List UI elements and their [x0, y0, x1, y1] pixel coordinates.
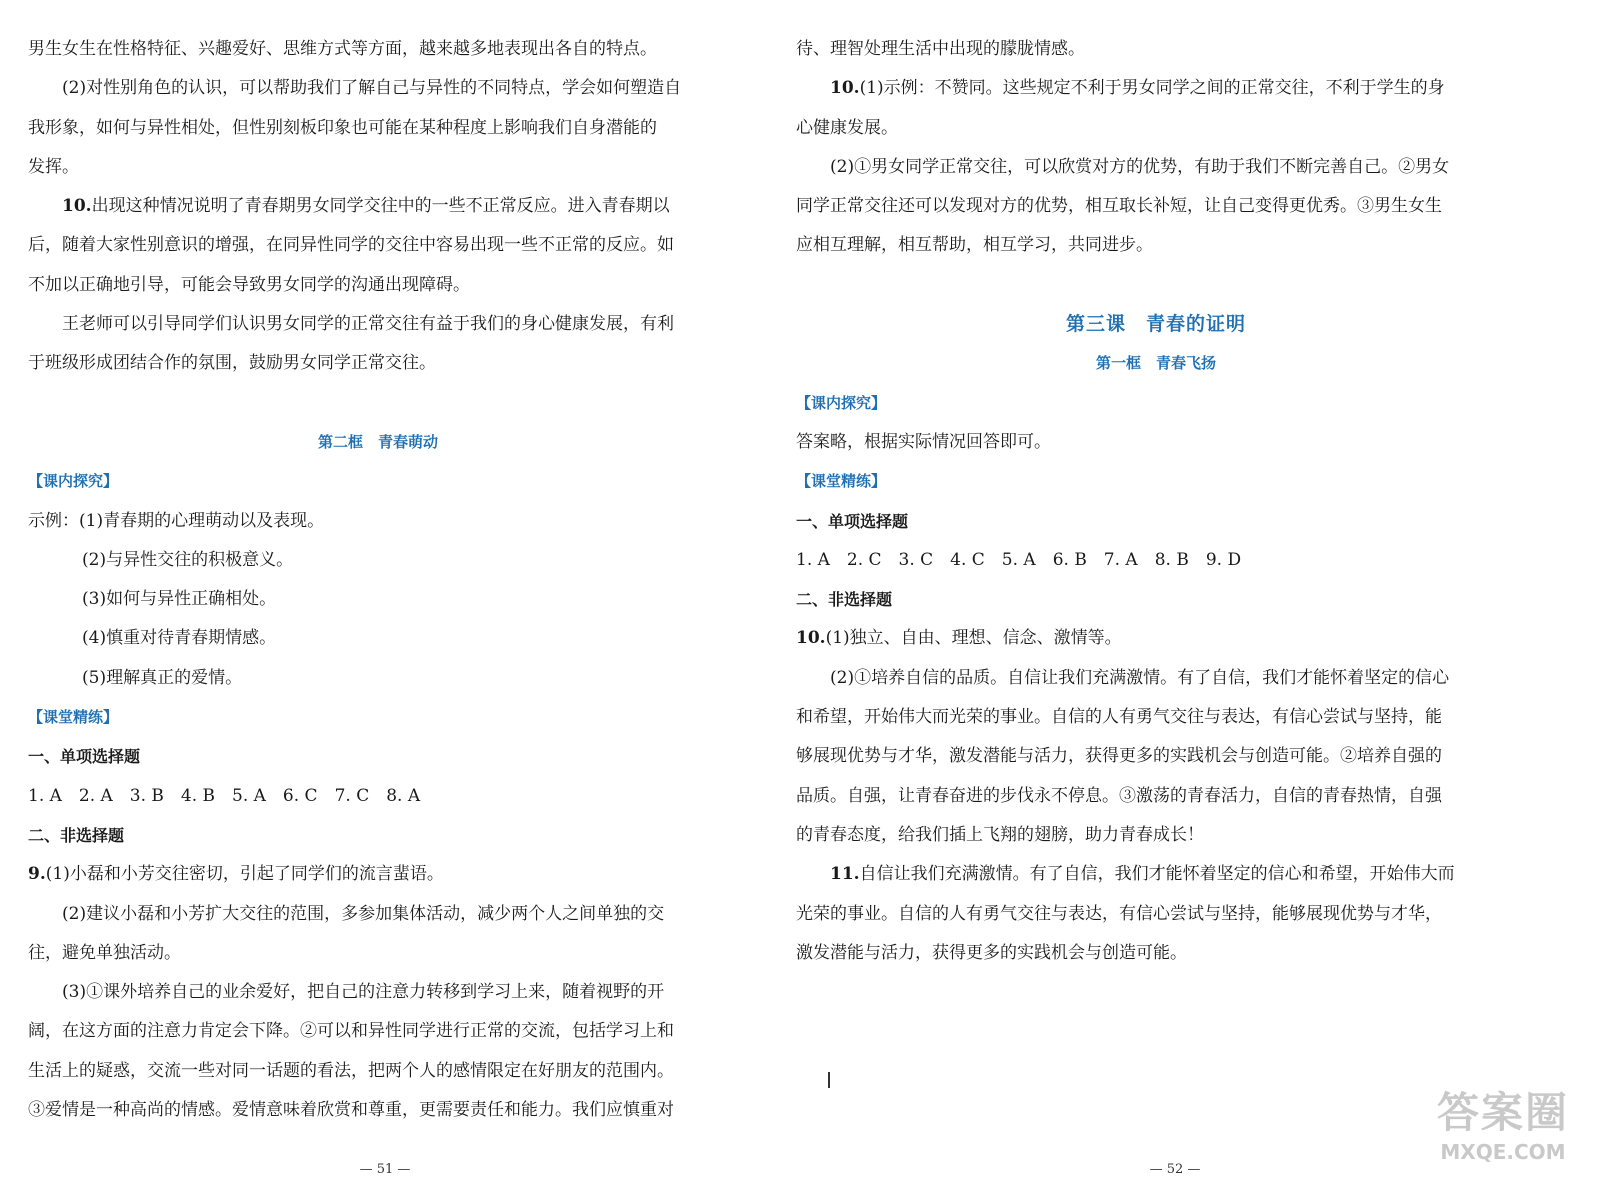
paragraph-line: (2)①男女同学正常交往，可以欣赏对方的优势，有助于我们不断完善自己。②男女 — [830, 156, 1450, 177]
question-number: 10. — [62, 196, 92, 217]
paragraph-line: 阔，在这方面的注意力肯定会下降。②可以和异性同学进行正常的交流，包括学习上和 — [28, 1021, 674, 1042]
paragraph-line: 我形象，如何与异性相处，但性别刻板印象也可能在某种程度上影响我们自身潜能的 — [28, 117, 657, 138]
choice-answers: 1. A 2. C 3. C 4. C 5. A 6. B 7. A 8. B 9. D — [796, 549, 1242, 570]
left-page — [0, 0, 790, 1185]
section-heading-nonchoice: 二、非选择题 — [28, 825, 125, 845]
paragraph-line — [796, 855, 1516, 894]
section-heading-choice: 一、单项选择题 — [28, 747, 141, 767]
section-heading-choice: 一、单项选择题 — [796, 511, 909, 531]
right-page-content — [796, 30, 1516, 973]
paragraph-line: (2)对性别角色的认识，可以帮助我们了解自己与异性的不同特点，学会如何塑造自 — [62, 78, 682, 99]
question-number: 11. — [830, 864, 860, 885]
paragraph-line: ③爱情是一种高尚的情感。爱情意味着欣赏和尊重，更需要责任和能力。我们应慎重对 — [28, 1100, 674, 1121]
paragraph-line: 男生女生在性格特征、兴趣爱好、思维方式等方面，越来越多地表现出各自的特点。 — [28, 39, 657, 59]
lesson-heading: 第三课 青春的证明 — [1065, 313, 1246, 336]
watermark-logo — [1418, 1087, 1588, 1177]
example-item: (5)理解真正的爱情。 — [82, 667, 243, 688]
paragraph-line — [796, 69, 1516, 108]
example-intro: 示例：(1)青春期的心理萌动以及表现。 — [28, 510, 325, 531]
explore-answer: 答案略，根据实际情况回答即可。 — [796, 431, 1051, 452]
example-item: (4)慎重对待青春期情感。 — [82, 628, 277, 649]
paragraph-line: 不加以正确地引导，可能会导致男女同学的沟通出现障碍。 — [28, 274, 470, 295]
section-tag-practice: 【课堂精练】 — [796, 472, 887, 491]
paragraph-line: 的青春态度，给我们插上飞翔的翅膀，助力青春成长！ — [796, 824, 1204, 845]
paragraph-text: 出现这种情况说明了青春期男女同学交往中的一些不正常反应。进入青春期以 — [91, 196, 670, 217]
page-number: — 52 — — [1149, 1162, 1201, 1177]
paragraph-line: (2)①培养自信的品质。自信让我们充满激情。有了自信，我们才能怀着坚定的信心 — [830, 667, 1450, 688]
paragraph-line: 于班级形成团结合作的氛围，鼓励男女同学正常交往。 — [28, 353, 436, 374]
question-number: 9. — [28, 864, 46, 885]
paragraph-line: 和希望，开始伟大而光荣的事业。自信的人有勇气交往与表达，有信心尝试与坚持，能 — [796, 707, 1442, 728]
paragraph-text: (1)小磊和小芳交往密切，引起了同学们的流言蜚语。 — [45, 864, 444, 885]
frame-heading: 第二框 青春萌动 — [317, 432, 438, 451]
scan-mark — [828, 1072, 830, 1088]
paragraph-text: 自信让我们充满激情。有了自信，我们才能怀着坚定的信心和希望，开始伟大而 — [859, 864, 1455, 885]
watermark-text: 答案圈 — [1436, 1088, 1569, 1137]
paragraph-line — [796, 619, 1516, 658]
paragraph-line: 后，随着大家性别意识的增强，在同异性同学的交往中容易出现一些不正常的反应。如 — [28, 235, 674, 256]
watermark-url: MXQE.COM — [1440, 1140, 1566, 1164]
paragraph-line — [28, 855, 728, 894]
choice-answers: 1. A 2. A 3. B 4. B 5. A 6. C 7. C 8. A — [28, 785, 421, 806]
example-item: (2)与异性交往的积极意义。 — [82, 549, 294, 570]
paragraph-line: 光荣的事业。自信的人有勇气交往与表达，有信心尝试与坚持，能够展现优势与才华， — [796, 903, 1442, 924]
paragraph-line: 够展现优势与才华，激发潜能与活力，获得更多的实践机会与创造可能。②培养自强的 — [796, 746, 1442, 767]
question-number: 10. — [796, 628, 826, 649]
paragraph-line: 王老师可以引导同学们认识男女同学的正常交往有益于我们的身心健康发展，有利 — [62, 314, 674, 335]
paragraph-line: 激发潜能与活力，获得更多的实践机会与创造可能。 — [796, 942, 1187, 963]
paragraph-line — [28, 187, 728, 226]
paragraph-line: 品质。自强，让青春奋进的步伐永不停息。③激荡的青春活力，自信的青春热情，自强 — [796, 785, 1442, 806]
section-tag-practice: 【课堂精练】 — [28, 708, 119, 727]
question-number: 10. — [830, 78, 860, 99]
left-page-content — [28, 30, 728, 1130]
paragraph-line: 发挥。 — [28, 156, 79, 177]
paragraph-line: 待、理智处理生活中出现的朦胧情感。 — [796, 39, 1085, 59]
paragraph-line: 生活上的疑惑，交流一些对同一话题的看法，把两个人的感情限定在好朋友的范围内。 — [28, 1060, 674, 1081]
paragraph-line: 往，避免单独活动。 — [28, 942, 181, 963]
example-item: (3)如何与异性正确相处。 — [82, 589, 277, 610]
paragraph-text: (1)独立、自由、理想、信念、激情等。 — [825, 628, 1122, 649]
section-tag-explore: 【课内探究】 — [796, 393, 887, 412]
paragraph-line: (3)①课外培养自己的业余爱好，把自己的注意力转移到学习上来，随着视野的开 — [62, 982, 665, 1003]
frame-heading: 第一框 青春飞扬 — [1095, 354, 1216, 373]
page-number: — 51 — — [359, 1162, 411, 1177]
section-heading-nonchoice: 二、非选择题 — [796, 590, 893, 610]
paragraph-line: (2)建议小磊和小芳扩大交往的范围，多参加集体活动，减少两个人之间单独的交 — [62, 903, 665, 924]
paragraph-text: (1)示例：不赞同。这些规定不利于男女同学之间的正常交往，不利于学生的身 — [859, 78, 1445, 99]
right-page — [790, 0, 1600, 1185]
paragraph-line: 同学正常交往还可以发现对方的优势，相互取长补短，让自己变得更优秀。③男生女生 — [796, 196, 1442, 217]
section-tag-explore: 【课内探究】 — [28, 472, 119, 491]
paragraph-line: 心健康发展。 — [796, 117, 898, 138]
paragraph-line: 应相互理解，相互帮助，相互学习，共同进步。 — [796, 235, 1153, 256]
